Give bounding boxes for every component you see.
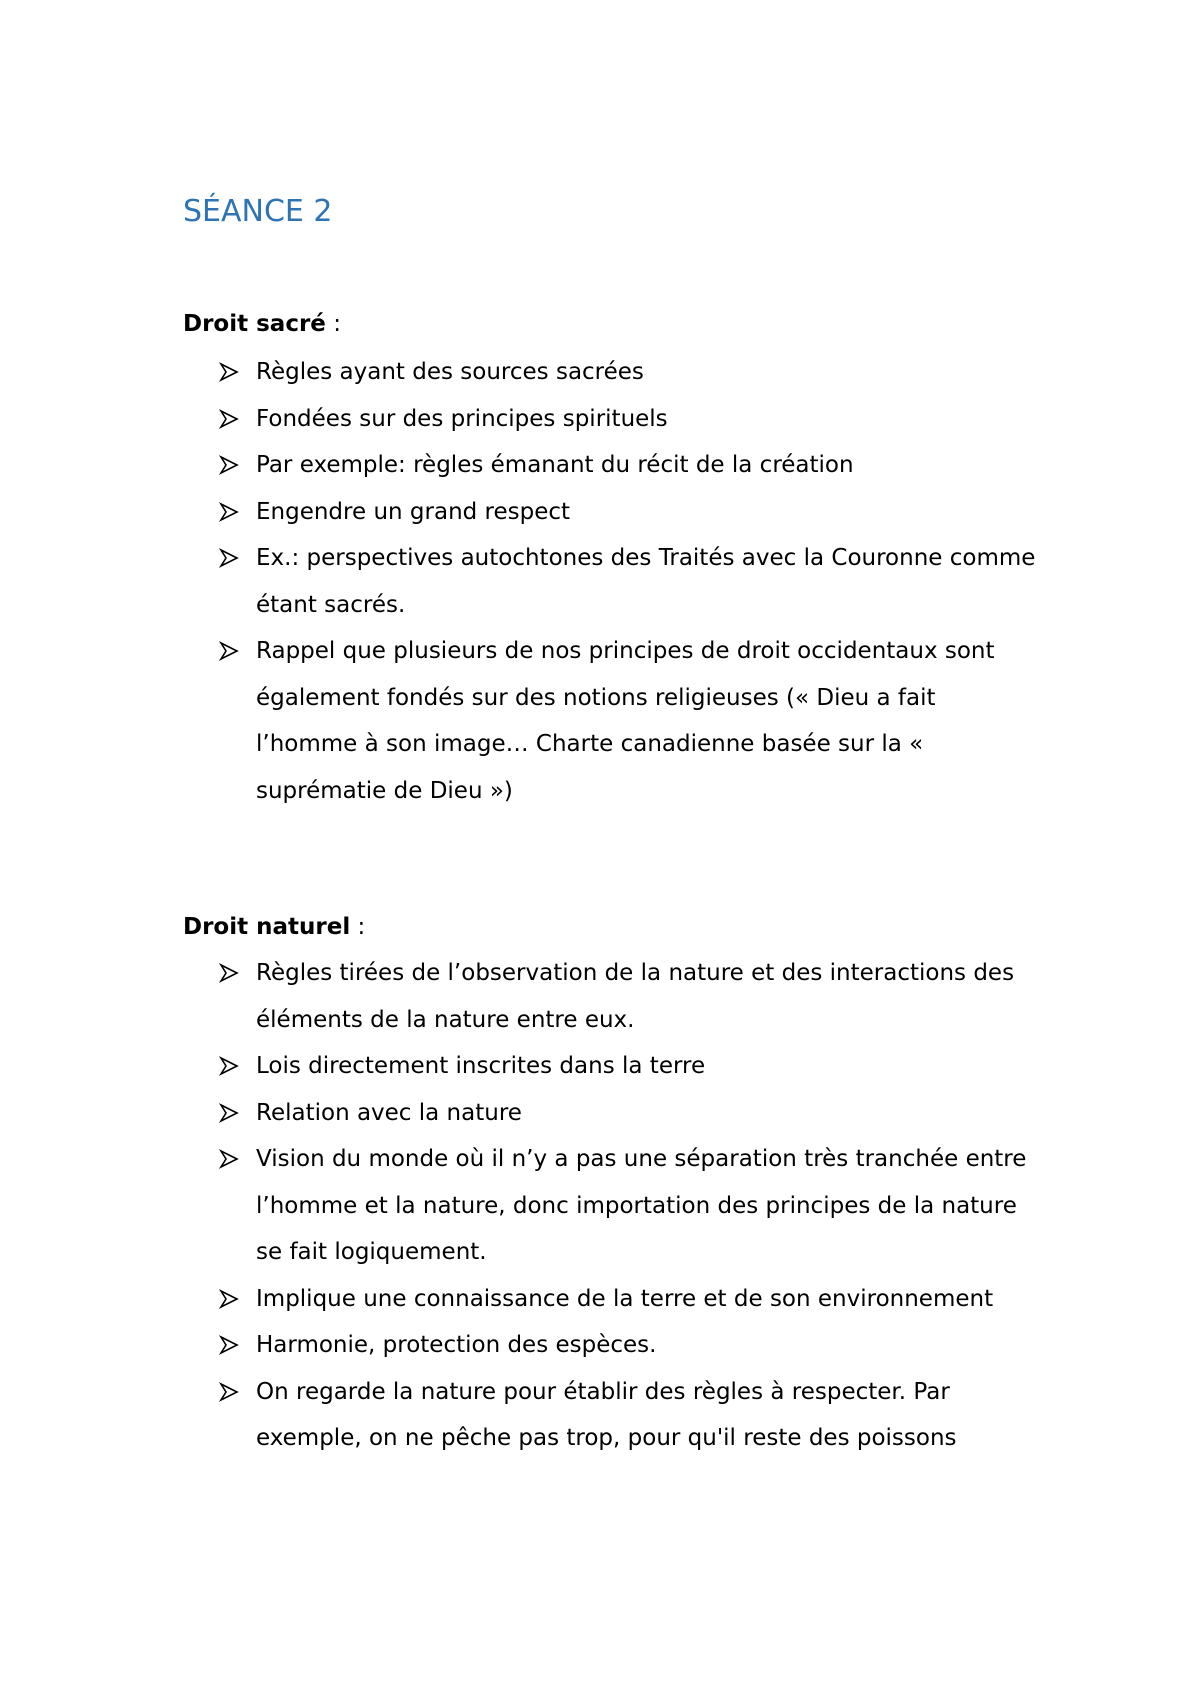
- arrow-bullet-icon: [219, 641, 239, 661]
- arrow-bullet-icon: [219, 1149, 239, 1169]
- list-item: [183, 1322, 1043, 1369]
- list-item-text: Engendre un grand respect: [256, 498, 571, 525]
- list-item: [183, 1369, 1043, 1462]
- list-item-text: Fondées sur des principes spirituels: [256, 405, 668, 432]
- arrow-bullet-icon: [219, 1056, 239, 1076]
- arrow-bullet-icon: [219, 409, 239, 429]
- list-item: [183, 535, 1043, 628]
- list-item-text: Relation avec la nature: [256, 1099, 522, 1126]
- list-item-text: Rappel que plusieurs de nos principes de droit occidentaux sont également fondés sur des notions religieuses (« Dieu a fait l’homme à son image… Charte canadienne basée sur la « suprématie de Dieu »): [256, 638, 995, 804]
- arrow-bullet-icon: [219, 362, 239, 382]
- list-item: [183, 489, 1043, 536]
- list-item-text: Ex.: perspectives autochtones des Traités avec la Couronne comme étant sacrés.: [256, 545, 1036, 618]
- list-item-text: Lois directement inscrites dans la terre: [256, 1053, 706, 1079]
- list-item: [183, 950, 1043, 1043]
- list-item-text: Règles ayant des sources sacrées: [256, 359, 644, 385]
- section-heading-colon: :: [350, 914, 366, 940]
- arrow-bullet-icon: [219, 502, 239, 522]
- bullet-list-droit-naturel: [183, 950, 1043, 1462]
- page-title: SÉANCE 2: [183, 194, 333, 229]
- list-item: [183, 1276, 1043, 1323]
- list-item: [183, 396, 1043, 443]
- list-item-text: Implique une connaissance de la terre et de son environnement: [256, 1285, 994, 1312]
- list-item: [183, 628, 1043, 814]
- list-item: [183, 1136, 1043, 1276]
- section-heading-colon: :: [325, 311, 341, 337]
- list-item: [183, 349, 1043, 396]
- list-item: [183, 1043, 1043, 1090]
- section-heading-droit-naturel: [183, 912, 365, 942]
- list-item-text: Harmonie, protection des espèces.: [256, 1332, 657, 1358]
- section-heading-label: Droit naturel: [183, 914, 351, 940]
- list-item-text: Vision du monde où il n’y a pas une séparation très tranchée entre l’homme et la nature, donc importation des principes de la nature se fait logiquement.: [256, 1146, 1027, 1265]
- arrow-bullet-icon: [219, 548, 239, 568]
- list-item-text: Par exemple: règles émanant du récit de la création: [256, 452, 854, 478]
- arrow-bullet-icon: [219, 1289, 239, 1309]
- arrow-bullet-icon: [219, 963, 239, 983]
- arrow-bullet-icon: [219, 1103, 239, 1123]
- section-heading-droit-sacre: [183, 309, 341, 339]
- bullet-list-droit-sacre: [183, 349, 1043, 814]
- arrow-bullet-icon: [219, 1382, 239, 1402]
- list-item-text: Règles tirées de l’observation de la nature et des interactions des éléments de la nature entre eux.: [256, 960, 1015, 1033]
- section-heading-label: Droit sacré: [183, 311, 326, 337]
- arrow-bullet-icon: [219, 1335, 239, 1355]
- list-item: [183, 1090, 1043, 1137]
- list-item-text: On regarde la nature pour établir des règles à respecter. Par exemple, on ne pêche pas trop, pour qu'il reste des poissons: [256, 1378, 957, 1451]
- arrow-bullet-icon: [219, 455, 239, 475]
- list-item: [183, 442, 1043, 489]
